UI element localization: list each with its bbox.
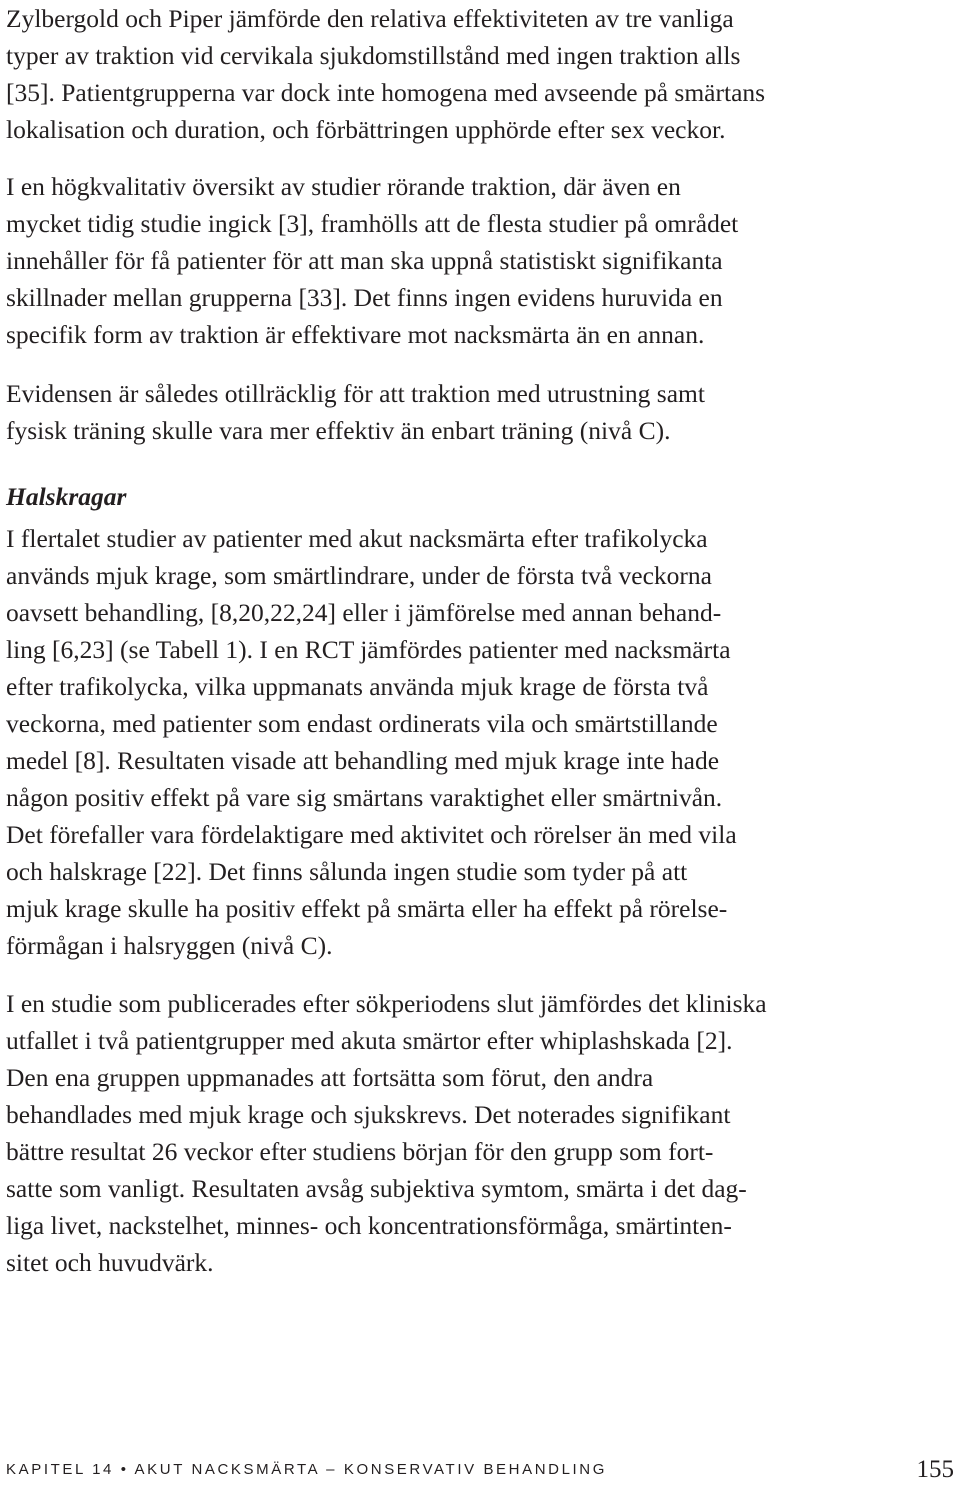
text-line: förmågan i halsryggen (nivå C). xyxy=(6,931,333,960)
text-line: satte som vanligt. Resultaten avsåg subjektiva symtom, smärta i det dag- xyxy=(6,1174,747,1203)
text-line: medel [8]. Resultaten visade att behandling med mjuk krage inte hade xyxy=(6,746,720,775)
page-number: 155 xyxy=(916,1456,954,1483)
text-line: ling [6,23] (se Tabell 1). I en RCT jämfördes patienter med nacksmärta xyxy=(6,635,731,664)
text-line: specifik form av traktion är effektivare mot nacksmärta än en annan. xyxy=(6,320,705,349)
text-line: någon positiv effekt på vare sig smärtans varaktighet eller smärtnivån. xyxy=(6,783,723,812)
paragraph-traction-review xyxy=(6,168,738,353)
text-line: I en studie som publicerades efter sökperiodens slut jämfördes det kliniska xyxy=(6,989,767,1018)
text-line: efter trafikolycka, vilka uppmanats använda mjuk krage de första två xyxy=(6,672,709,701)
text-line: oavsett behandling, [8,20,22,24] eller i jämförelse med annan behand- xyxy=(6,598,722,627)
text-line: sitet och huvudvärk. xyxy=(6,1248,214,1277)
page-footer xyxy=(6,1458,954,1498)
text-line: liga livet, nackstelhet, minnes- och koncentrationsförmåga, smärtinten- xyxy=(6,1211,732,1240)
text-line: Zylbergold och Piper jämförde den relativa effektiviteten av tre vanliga xyxy=(6,4,734,33)
text-line: Den ena gruppen uppmanades att fortsätta som förut, den andra xyxy=(6,1063,654,1092)
paragraph-soft-collar xyxy=(6,520,737,964)
text-line: veckorna, med patienter som endast ordinerats vila och smärtstillande xyxy=(6,709,718,738)
text-line: utfallet i två patientgrupper med akuta smärtor efter whiplashskada [2]. xyxy=(6,1026,733,1055)
paragraph-evidence-conclusion xyxy=(6,375,705,449)
paragraph-whiplash-study xyxy=(6,985,767,1281)
text-line: Det förefaller vara fördelaktigare med aktivitet och rörelser än med vila xyxy=(6,820,737,849)
text-line: I en högkvalitativ översikt av studier rörande traktion, där även en xyxy=(6,172,681,201)
text-line: [35]. Patientgrupperna var dock inte homogena med avseende på smärtans xyxy=(6,78,766,107)
text-line: I flertalet studier av patienter med akut nacksmärta efter trafikolycka xyxy=(6,524,708,553)
section-subheading: Halskragar xyxy=(6,482,127,511)
text-line: bättre resultat 26 veckor efter studiens början för den grupp som fort- xyxy=(6,1137,714,1166)
text-line: typer av traktion vid cervikala sjukdomstillstånd med ingen traktion alls xyxy=(6,41,741,70)
text-line: och halskrage [22]. Det finns sålunda ingen studie som tyder på att xyxy=(6,857,688,886)
text-line: mjuk krage skulle ha positiv effekt på smärta eller ha effekt på rörelse- xyxy=(6,894,728,923)
text-line: mycket tidig studie ingick [3], framhölls att de flesta studier på området xyxy=(6,209,739,238)
text-line: behandlades med mjuk krage och sjukskrevs. Det noterades signifikant xyxy=(6,1100,731,1129)
text-line: används mjuk krage, som smärtlindrare, under de första två veckorna xyxy=(6,561,712,590)
text-line: innehåller för få patienter för att man ska uppnå statistiskt signifikanta xyxy=(6,246,723,275)
running-head: KAPITEL 14 • AKUT NACKSMÄRTA – KONSERVATIV BEHANDLING xyxy=(6,1461,607,1478)
text-line: fysisk träning skulle vara mer effektiv än enbart träning (nivå C). xyxy=(6,416,671,445)
text-line: Evidensen är således otillräcklig för att traktion med utrustning samt xyxy=(6,379,705,408)
text-line: skillnader mellan grupperna [33]. Det finns ingen evidens huruvida en xyxy=(6,283,723,312)
paragraph-traction-comparison xyxy=(6,0,765,148)
text-line: lokalisation och duration, och förbättringen upphörde efter sex veckor. xyxy=(6,115,726,144)
